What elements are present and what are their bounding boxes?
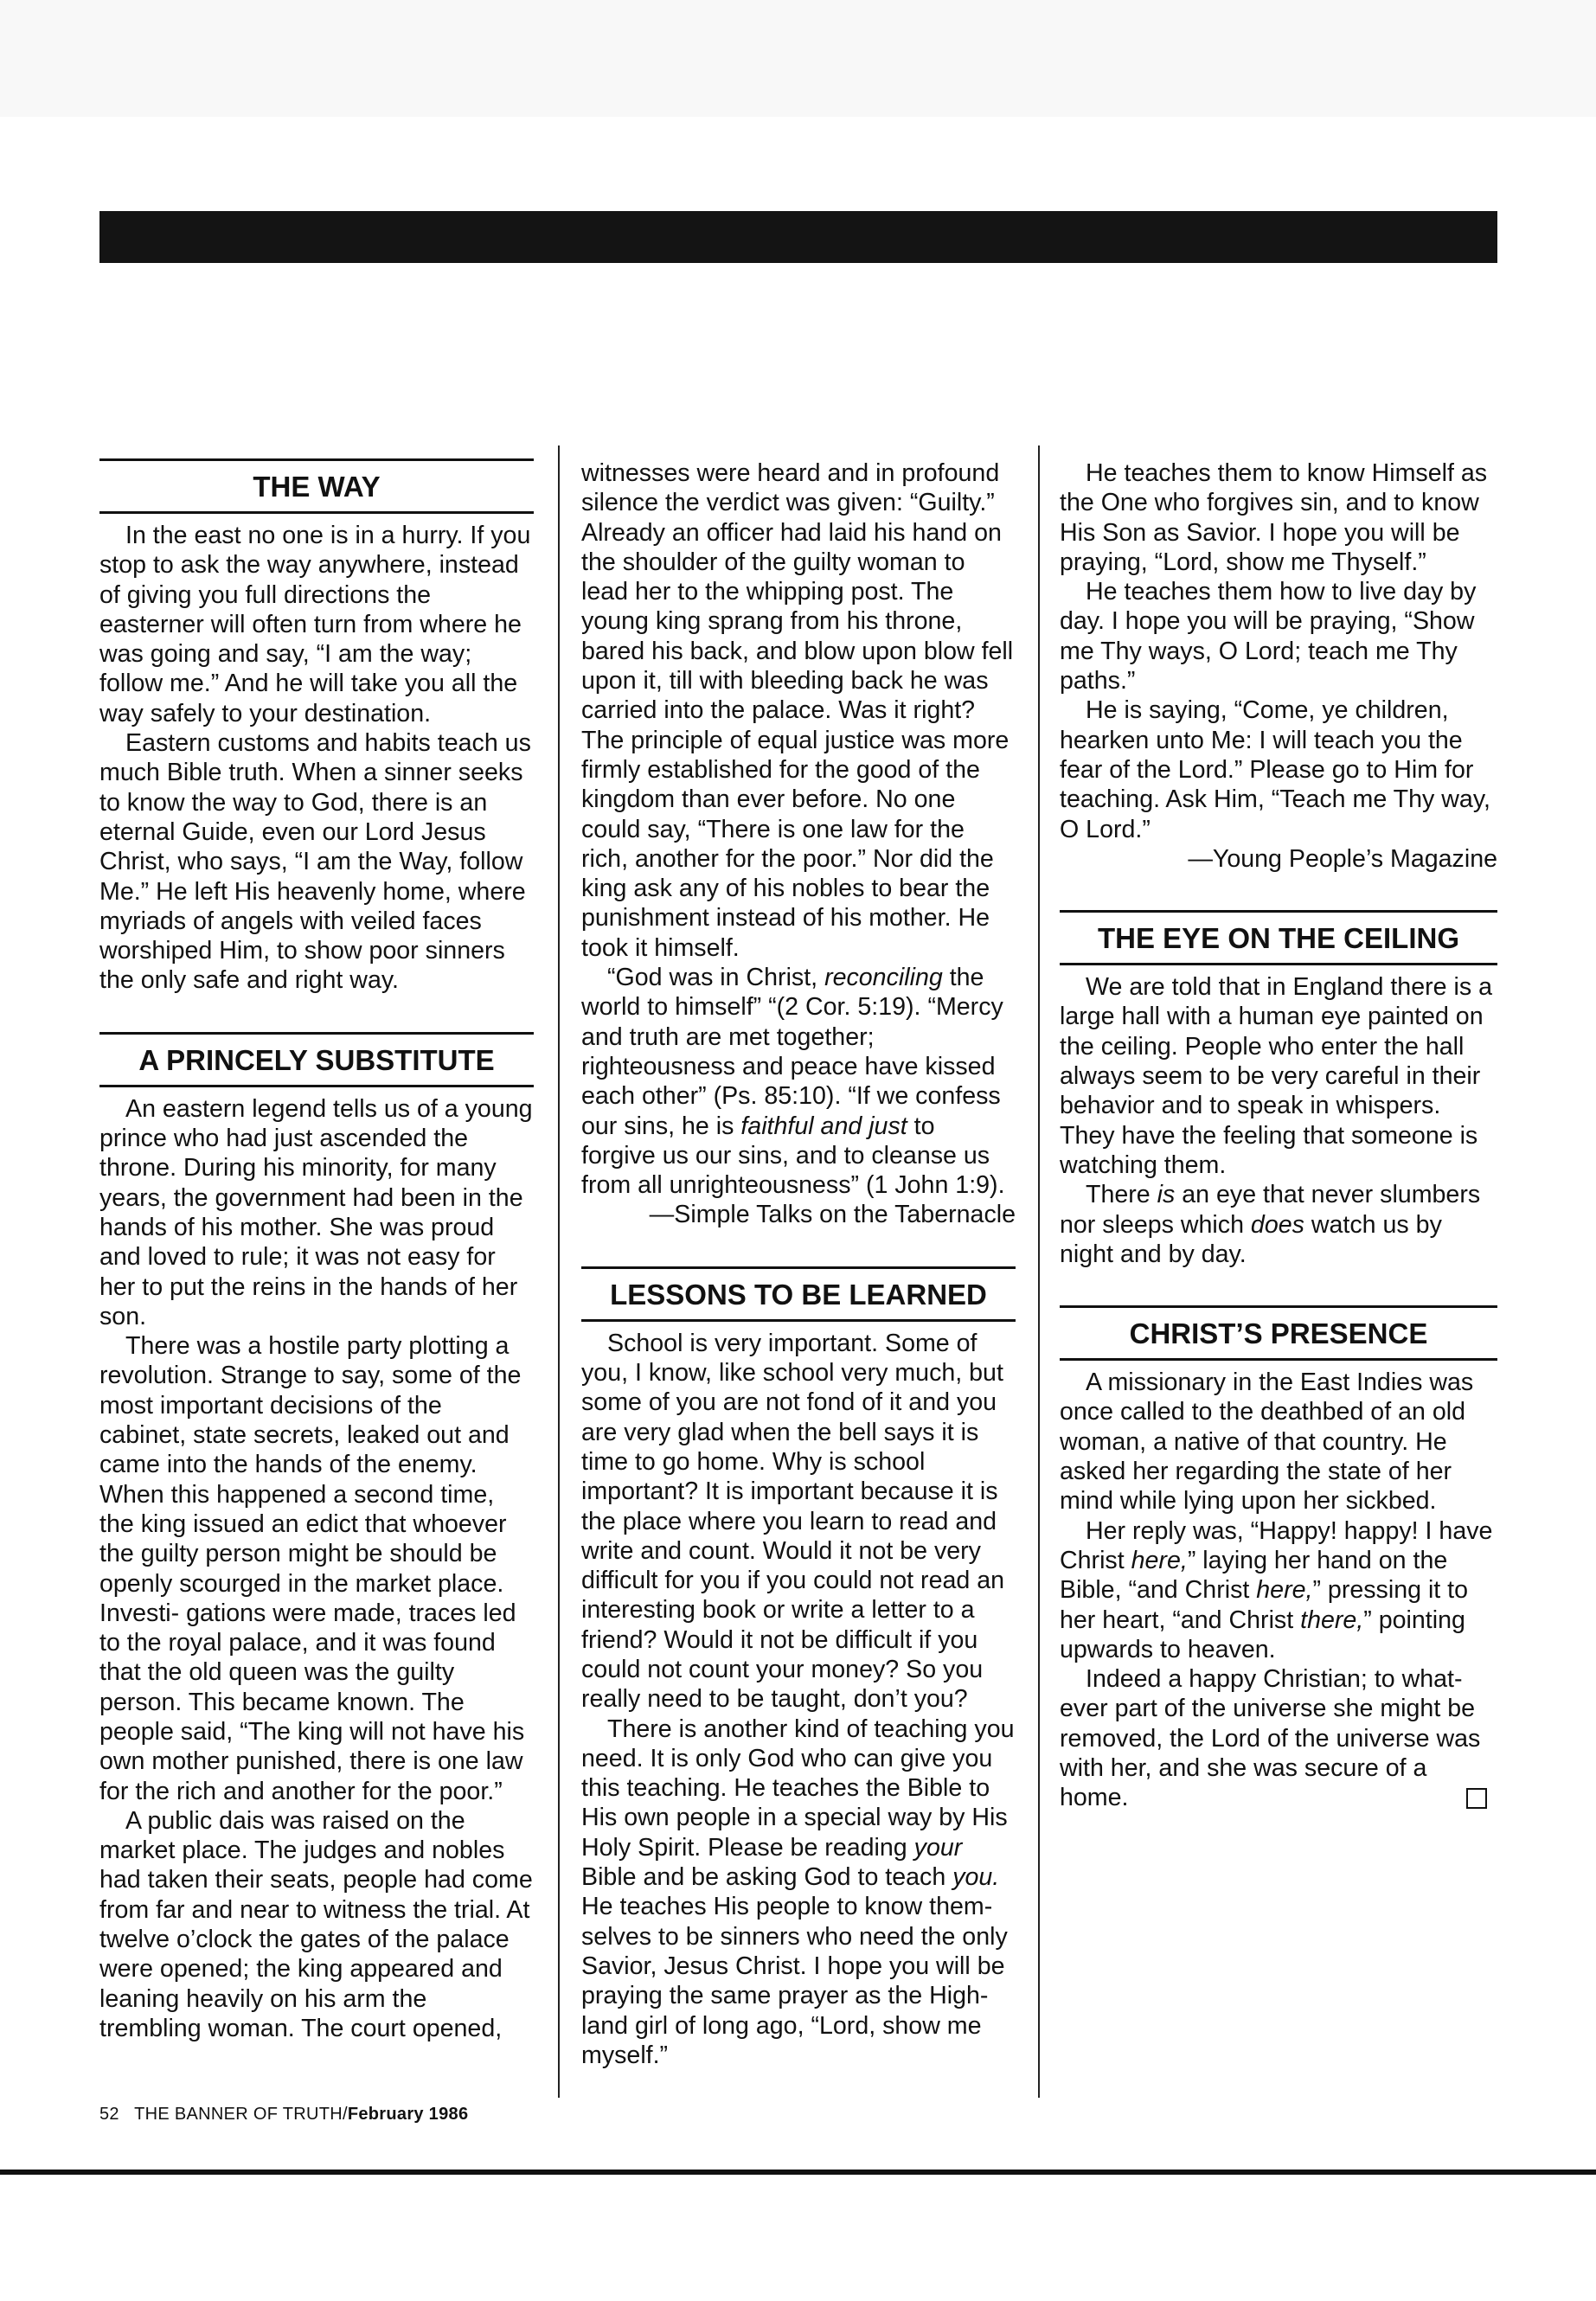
header-bar: [99, 211, 1497, 263]
paragraph: There was a hostile party plotting a revolution. Strange to say, some of the most important decisions of the cabinet, state secrets, leaked out and came into the hands of the enemy. When this happened a second time, the king issued an edict that whoever the guilty person might be should be openly scourged in the market place. Investi- gations were made, traces led to the royal palace, and it was found that the old queen was the guilty person. This became known. The people said, “The king will not have his own mother punished, there is one law for the rich and another for the poor.”: [99, 1332, 525, 1805]
column-divider: [558, 445, 560, 2098]
source-credit: —Simple Talks on the Tabernacle: [649, 1201, 1016, 1229]
issue-date: February 1986: [347, 2105, 469, 2124]
paragraph: A missionary in the East Indies was once called to the deathbed of an old woman, a native of that country. He asked her regarding the state of her mind while lying upon her sickbed.: [1060, 1368, 1474, 1516]
column-divider: [1038, 445, 1040, 2098]
paragraph: In the east no one is in a hurry. If you stop to ask the way anywhere, instead of giving you full directions the easterner will often turn from where he was going and say, “I am the way; follow me.” And he will take you all the way safely to your destination.: [99, 522, 531, 727]
page-footer: [99, 2105, 468, 2125]
paragraph: There is an eye that never slumbers nor sleeps which does watch us by night and by day.: [1060, 1181, 1481, 1268]
paragraph: “God was in Christ, reconciling the world to himself” “(2 Cor. 5:19). “Mercy and truth are met together; righteousness and peace have kissed each other” (Ps. 85:10). “If we confess our sins, he is faithful and just to forgive us our sins, and to cleanse us from all unrighteousness” (1 John 1:9).: [581, 964, 1005, 1200]
paragraph: We are told that in England there is a large hall with a human eye painted on the ceiling. People who enter the hall always seem to be very careful in their behavior and to speak in whispers. They have the feeling that someone is watching them.: [1060, 973, 1492, 1179]
source-credit: —Young People’s Magazine: [1188, 844, 1497, 873]
section-title-eye-on-ceiling: THE EYE ON THE CEILING: [1060, 910, 1497, 965]
page-number: 52: [99, 2105, 119, 2124]
paragraph: He is saying, “Come, ye children, hearken unto Me: I will teach you the fear of the Lord.” Please go to Him for teaching. Ask Him, “Teach me Thy way, O Lord.”: [1060, 696, 1490, 843]
column-3: [1060, 458, 1497, 1813]
paragraph: An eastern legend tells us of a young prince who had just ascended the throne. During his minority, for many years, the government had been in the hands of his mother. She was proud and loved to rule; it was not easy for her to put the reins in the hands of her son.: [99, 1094, 533, 1330]
paragraph: He teaches them how to live day by day. I hope you will be praying, “Show me Thy ways, O Lord; teach me Thy paths.”: [1060, 578, 1477, 695]
end-mark-icon: [1466, 1788, 1487, 1809]
paragraph: Eastern customs and habits teach us much Bible truth. When a sinner seeks to know the way to God, there is an eternal Guide, even our Lord Jesus Christ, who says, “I am the Way, follow Me.” He left His heavenly home, where myriads of angels with veiled faces worshiped Him, to show poor sinners the only safe and right way.: [99, 729, 531, 995]
paragraph: School is very important. Some of you, I know, like school very much, but some of you are not fond of it and you are very glad when the bell says it is time to go home. Why is school important? It is important because it is the place where you learn to read and write and count. Would it not be very difficult for you if you could not read an interesting book or write a letter to a friend? Would it not be difficult if you could not count your money? So you really need to be taught, don’t you?: [581, 1329, 1005, 1714]
section-title-christs-presence: CHRIST’S PRESENCE: [1060, 1305, 1497, 1361]
paragraph: Indeed a happy Christian; to what- ever part of the universe she might be removed, the Lord of the universe was with her, and she was secure of a home.: [1060, 1664, 1497, 1812]
section-title-the-way: THE WAY: [99, 458, 534, 514]
paragraph: witnesses were heard and in profound silence the verdict was given: “Guilty.” Already an officer had laid his hand on the shoulder of the guilty woman to lead her to the whipping post. The young king sprang from his throne, bared his back, and blow upon blow fell upon it, till with bleeding back he was carried into the palace. Was it right? The principle of equal justice was more firmly established for the good of the kingdom than ever before. No one could say, “There is one law for the rich, another for the poor.” Nor did the king ask any of his nobles to bear the punishment instead of his mother. He took it himself.: [581, 459, 1014, 962]
paragraph: There is another kind of teaching you need. It is only God who can give you this teaching. He teaches the Bible to His own people in a special way by His Holy Spirit. Please be reading your Bible and be asking God to teach you. He teaches His people to know them- selves to be sinners who need the only Savior, Jesus Christ. I hope you will be praying the same prayer as the High- land girl of long ago, “Lord, show me myself.”: [581, 1715, 1015, 2069]
section-title-princely-substitute: A PRINCELY SUBSTITUTE: [99, 1032, 534, 1087]
section-title-lessons: LESSONS TO BE LEARNED: [581, 1266, 1016, 1322]
bottom-margin: [0, 2175, 1596, 2301]
column-2: [581, 458, 1016, 2070]
publication-name: THE BANNER OF TRUTH/: [134, 2105, 348, 2124]
paragraph: He teaches them to know Himself as the One who forgives sin, and to know His Son as Savior. I hope you will be praying, “Lord, show me Thyself.”: [1060, 459, 1488, 576]
top-margin: [0, 0, 1596, 117]
column-1: [99, 458, 534, 2043]
paragraph: Her reply was, “Happy! happy! I have Christ here,” laying her hand on the Bible, “and Christ here,” pressing it to her heart, “and Christ there,” pointing upwards to heaven.: [1060, 1516, 1493, 1663]
paragraph: A public dais was raised on the market place. The judges and nobles had taken their seats, people had come from far and near to witness the trial. At twelve o’clock the gates of the palace were opened; the king appeared and leaning heavily on his arm the trembling woman. The court opened,: [99, 1806, 533, 2042]
